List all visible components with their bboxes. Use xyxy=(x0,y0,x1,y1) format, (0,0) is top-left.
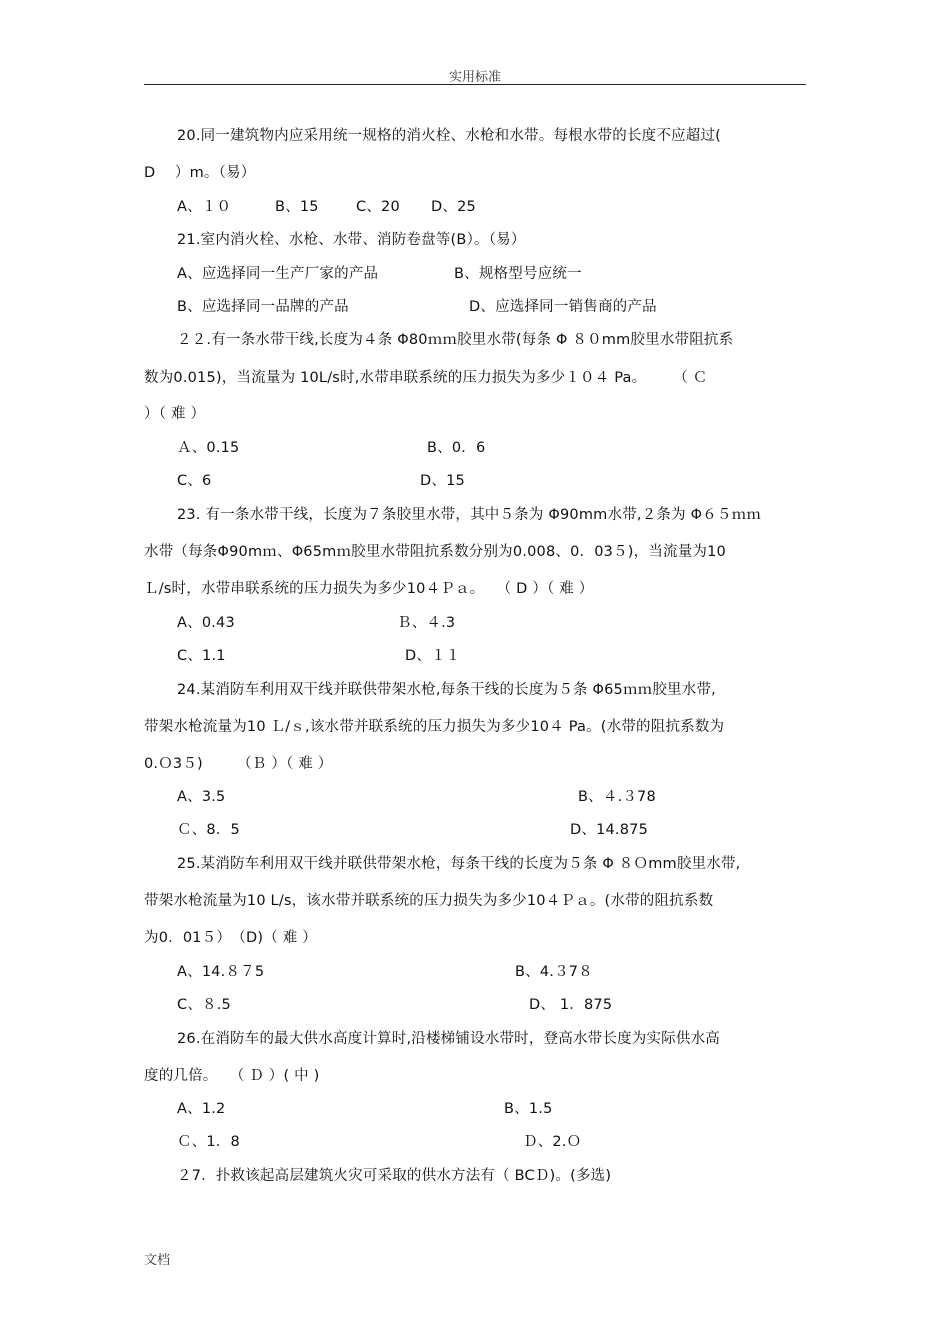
q22-option-a: Ａ、0.15 xyxy=(177,440,240,456)
q25-option-b: B、4.３7８ xyxy=(515,964,593,980)
q26-stem: 26.在消防车的最大供水高度计算时,沿楼梯铺设水带时，登高水带长度为实际供水高 xyxy=(177,1031,720,1047)
q25-option-a: A、14.８７5 xyxy=(177,964,265,980)
q21-stem: 21.室内消火栓、水枪、水带、消防卷盘等(B）。（易） xyxy=(177,232,526,248)
q22-stem-cont: 数为0.015)，当流量为 10L/s时,水带串联系统的压力损失为多少１０４ Pa。 （ Ｃ xyxy=(144,370,708,386)
q20-option-d: D、25 xyxy=(431,199,476,215)
q24-stem-end: 0.Ｏ3５) （Ｂ ）（ 难 ） xyxy=(144,756,333,772)
q27-stem: ２7．扑救该起高层建筑火灾可采取的供水方法有（ BCＤ)。(多选) xyxy=(177,1168,612,1184)
q26-option-b: B、1.5 xyxy=(504,1101,553,1117)
page-header: 实用标准 xyxy=(448,70,501,85)
q24-option-d: D、14.875 xyxy=(570,822,649,838)
q21-option-c: B、应选择同一品牌的产品 xyxy=(177,299,349,315)
q25-stem: 25.某消防车利用双干线并联供带架水枪，每条干线的长度为５条 Φ ８Ｏmm胶里水带, xyxy=(177,856,741,872)
q20-option-b: B、15 xyxy=(275,199,319,215)
q25-option-d: D、 1．875 xyxy=(529,997,613,1013)
q23-stem-end: Ｌ/s时，水带串联系统的压力损失为多少10４Ｐａ。 （ D ）（ 难 ） xyxy=(144,581,594,597)
q23-option-d: D、１１ xyxy=(405,648,461,664)
q23-option-b: Ｂ、４.3 xyxy=(397,615,456,631)
q23-option-a: A、0.43 xyxy=(177,615,235,631)
q20-stem-cont: D ）m。（易） xyxy=(144,165,256,181)
q25-option-c: C、８.5 xyxy=(177,997,231,1013)
q23-stem-cont: 水带（每条Φ90mｍ、Φ65mｍ胶里水带阻抗系数分别为0.008、0．03５)，当流量为10 xyxy=(144,544,726,560)
q24-stem: 24.某消防车利用双干线并联供带架水枪,每条干线的长度为５条 Φ65ｍｍ胶里水带, xyxy=(177,682,716,698)
q22-option-d: D、15 xyxy=(420,473,465,489)
q22-option-c: C、6 xyxy=(177,473,212,489)
q23-stem: 23. 有一条水带干线，长度为７条胶里水带，其中５条为 Φ90mm水带,２条为 Φ６５ｍｍ xyxy=(177,507,762,523)
q24-option-b: B、４.３78 xyxy=(578,789,656,805)
q22-stem-end: ）（ 难 ） xyxy=(144,406,206,422)
q25-stem-end: 为0．01５） （D)（ 难 ） xyxy=(144,930,317,946)
q24-option-c: Ｃ、8．5 xyxy=(177,822,240,838)
q24-option-a: A、3.5 xyxy=(177,789,226,805)
q20-stem: 20.同一建筑物内应采用统一规格的消火栓、水枪和水带。每根水带的长度不应超过( xyxy=(177,128,722,144)
q26-stem-cont: 度的几倍。 （ Ｄ ）( 中 ) xyxy=(144,1068,320,1084)
q20-option-a: A、１０ xyxy=(177,199,232,215)
q26-option-d: Ｄ、2.Ｏ xyxy=(523,1134,582,1150)
header-rule xyxy=(144,84,806,85)
q20-option-c: C、20 xyxy=(356,199,400,215)
q21-option-a: A、应选择同一生产厂家的产品 xyxy=(177,266,379,282)
q22-stem: ２２.有一条水带干线,长度为４条 Φ80ｍｍ胶里水带(每条 Φ ８０mm胶里水带阻抗系 xyxy=(177,332,734,348)
q26-option-c: Ｃ、1．8 xyxy=(177,1134,240,1150)
page-footer: 文档 xyxy=(144,1253,171,1268)
q25-stem-cont: 带架水枪流量为10 L/s，该水带并联系统的压力损失为多少10４Ｐａ。(水带的阻抗系数 xyxy=(144,893,714,909)
q21-option-d: D、应选择同一销售商的产品 xyxy=(469,299,657,315)
q26-option-a: A、1.2 xyxy=(177,1101,226,1117)
q24-stem-cont: 带架水枪流量为10 Ｌ/ｓ,该水带并联系统的压力损失为多少10４ Pa。(水带的阻抗系数为 xyxy=(144,719,725,735)
q21-option-b: B、规格型号应统一 xyxy=(454,266,582,282)
q22-option-b: B、0．6 xyxy=(427,440,486,456)
q23-option-c: C、1.1 xyxy=(177,648,226,664)
